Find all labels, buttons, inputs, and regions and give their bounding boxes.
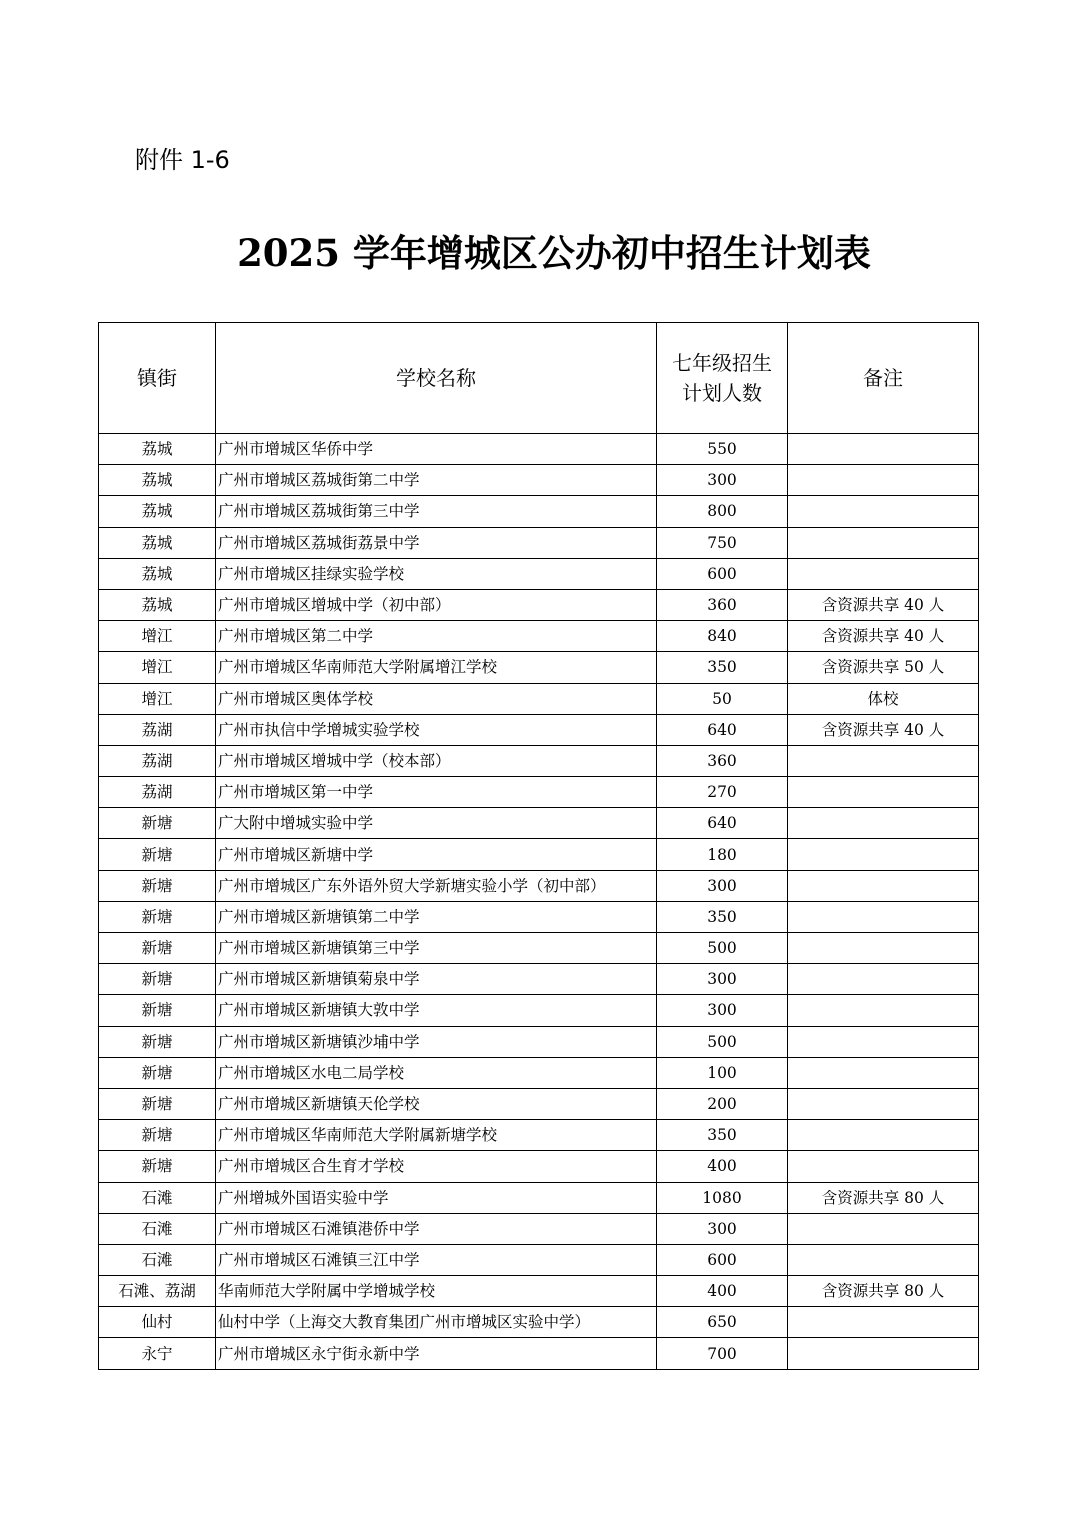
- cell-school: 广州市增城区新塘中学: [216, 839, 657, 870]
- cell-town: 石滩: [99, 1182, 216, 1213]
- cell-count: 840: [657, 621, 788, 652]
- cell-school: 广州市增城区新塘镇沙埔中学: [216, 1026, 657, 1057]
- table-row: [99, 558, 979, 589]
- cell-town: 石滩: [99, 1244, 216, 1275]
- cell-note: [788, 839, 979, 870]
- cell-school: 广州市增城区荔城街荔景中学: [216, 527, 657, 558]
- cell-count: 100: [657, 1057, 788, 1088]
- cell-school: 广州市增城区合生育才学校: [216, 1151, 657, 1182]
- cell-town: 新塘: [99, 1088, 216, 1119]
- cell-count: 300: [657, 465, 788, 496]
- cell-school: 广州市增城区第一中学: [216, 777, 657, 808]
- table-row: [99, 808, 979, 839]
- cell-note: 含资源共享 40 人: [788, 589, 979, 620]
- table-row: [99, 683, 979, 714]
- cell-town: 荔城: [99, 589, 216, 620]
- cell-town: 新塘: [99, 933, 216, 964]
- cell-note: [788, 1307, 979, 1338]
- cell-school: 广州市增城区荔城街第三中学: [216, 496, 657, 527]
- cell-school: 广州市增城区挂绿实验学校: [216, 558, 657, 589]
- cell-town: 新塘: [99, 964, 216, 995]
- cell-count: 300: [657, 995, 788, 1026]
- cell-count: 350: [657, 901, 788, 932]
- cell-count: 200: [657, 1088, 788, 1119]
- cell-town: 永宁: [99, 1338, 216, 1369]
- cell-count: 300: [657, 870, 788, 901]
- cell-school: 仙村中学（上海交大教育集团广州市增城区实验中学）: [216, 1307, 657, 1338]
- enrollment-plan-table: [98, 322, 979, 1370]
- cell-note: [788, 995, 979, 1026]
- cell-town: 仙村: [99, 1307, 216, 1338]
- cell-count: 350: [657, 652, 788, 683]
- cell-school: 广州市增城区华侨中学: [216, 434, 657, 465]
- table-row: [99, 870, 979, 901]
- cell-note: 含资源共享 80 人: [788, 1182, 979, 1213]
- cell-note: 含资源共享 50 人: [788, 652, 979, 683]
- table-row: [99, 621, 979, 652]
- cell-school: 广州市增城区华南师范大学附属新塘学校: [216, 1120, 657, 1151]
- cell-school: 广州市执信中学增城实验学校: [216, 714, 657, 745]
- table-row: [99, 1151, 979, 1182]
- cell-school: 广州市增城区新塘镇天伦学校: [216, 1088, 657, 1119]
- cell-school: 广州市增城区荔城街第二中学: [216, 465, 657, 496]
- table-row: [99, 1026, 979, 1057]
- cell-note: [788, 901, 979, 932]
- cell-count: 700: [657, 1338, 788, 1369]
- cell-count: 400: [657, 1276, 788, 1307]
- cell-note: [788, 1088, 979, 1119]
- cell-town: 石滩、荔湖: [99, 1276, 216, 1307]
- cell-town: 新塘: [99, 808, 216, 839]
- cell-school: 华南师范大学附属中学增城学校: [216, 1276, 657, 1307]
- table-row: [99, 589, 979, 620]
- cell-school: 广州市增城区新塘镇第三中学: [216, 933, 657, 964]
- cell-town: 新塘: [99, 1057, 216, 1088]
- table-row: [99, 1244, 979, 1275]
- cell-note: [788, 1213, 979, 1244]
- cell-town: 荔城: [99, 465, 216, 496]
- cell-count: 640: [657, 714, 788, 745]
- table-row: [99, 1120, 979, 1151]
- table-row: [99, 1276, 979, 1307]
- cell-count: 400: [657, 1151, 788, 1182]
- table-row: [99, 964, 979, 995]
- table-row: [99, 434, 979, 465]
- table-row: [99, 465, 979, 496]
- table-row: [99, 933, 979, 964]
- cell-note: [788, 434, 979, 465]
- cell-town: 新塘: [99, 995, 216, 1026]
- cell-school: 广州增城外国语实验中学: [216, 1182, 657, 1213]
- table-row: [99, 527, 979, 558]
- cell-school: 广州市增城区水电二局学校: [216, 1057, 657, 1088]
- cell-count: 600: [657, 558, 788, 589]
- cell-count: 800: [657, 496, 788, 527]
- cell-note: [788, 870, 979, 901]
- cell-note: [788, 745, 979, 776]
- cell-school: 广大附中增城实验中学: [216, 808, 657, 839]
- cell-town: 新塘: [99, 1026, 216, 1057]
- cell-school: 广州市增城区新塘镇菊泉中学: [216, 964, 657, 995]
- cell-school: 广州市增城区新塘镇第二中学: [216, 901, 657, 932]
- cell-school: 广州市增城区永宁街永新中学: [216, 1338, 657, 1369]
- cell-school: 广州市增城区新塘镇大敦中学: [216, 995, 657, 1026]
- cell-note: 体校: [788, 683, 979, 714]
- cell-note: [788, 1120, 979, 1151]
- cell-note: [788, 933, 979, 964]
- cell-town: 新塘: [99, 839, 216, 870]
- cell-count: 350: [657, 1120, 788, 1151]
- table-row: [99, 652, 979, 683]
- cell-town: 荔城: [99, 527, 216, 558]
- header-school: 学校名称: [216, 323, 657, 434]
- table-row: [99, 1182, 979, 1213]
- attachment-label: 附件 1-6: [135, 146, 230, 174]
- table-row: [99, 1088, 979, 1119]
- cell-town: 荔湖: [99, 714, 216, 745]
- cell-town: 荔湖: [99, 777, 216, 808]
- cell-school: 广州市增城区广东外语外贸大学新塘实验小学（初中部）: [216, 870, 657, 901]
- cell-note: [788, 1026, 979, 1057]
- cell-school: 广州市增城区石滩镇港侨中学: [216, 1213, 657, 1244]
- page-title: 2025 学年增城区公办初中招生计划表: [237, 231, 871, 275]
- cell-count: 360: [657, 589, 788, 620]
- cell-count: 500: [657, 933, 788, 964]
- cell-note: 含资源共享 40 人: [788, 714, 979, 745]
- table-row: [99, 496, 979, 527]
- cell-note: [788, 496, 979, 527]
- cell-note: [788, 777, 979, 808]
- cell-town: 新塘: [99, 870, 216, 901]
- cell-school: 广州市增城区第二中学: [216, 621, 657, 652]
- cell-town: 荔城: [99, 496, 216, 527]
- cell-note: [788, 1244, 979, 1275]
- cell-note: [788, 527, 979, 558]
- cell-town: 新塘: [99, 901, 216, 932]
- cell-town: 增江: [99, 621, 216, 652]
- table-row: [99, 1338, 979, 1369]
- table-row: [99, 995, 979, 1026]
- cell-count: 360: [657, 745, 788, 776]
- header-note: 备注: [788, 323, 979, 434]
- cell-count: 270: [657, 777, 788, 808]
- table-row: [99, 1057, 979, 1088]
- cell-count: 750: [657, 527, 788, 558]
- table-row: [99, 1213, 979, 1244]
- table-row: [99, 1307, 979, 1338]
- cell-note: 含资源共享 80 人: [788, 1276, 979, 1307]
- cell-school: 广州市增城区增城中学（初中部）: [216, 589, 657, 620]
- table-row: [99, 901, 979, 932]
- cell-note: [788, 558, 979, 589]
- table-row: [99, 745, 979, 776]
- cell-count: 640: [657, 808, 788, 839]
- cell-count: 300: [657, 1213, 788, 1244]
- header-count: [657, 323, 788, 434]
- cell-town: 新塘: [99, 1151, 216, 1182]
- cell-town: 增江: [99, 683, 216, 714]
- cell-count: 50: [657, 683, 788, 714]
- cell-note: [788, 465, 979, 496]
- cell-count: 300: [657, 964, 788, 995]
- cell-count: 550: [657, 434, 788, 465]
- cell-town: 新塘: [99, 1120, 216, 1151]
- cell-count: 500: [657, 1026, 788, 1057]
- cell-note: [788, 964, 979, 995]
- cell-count: 650: [657, 1307, 788, 1338]
- cell-count: 1080: [657, 1182, 788, 1213]
- cell-town: 增江: [99, 652, 216, 683]
- table-row: [99, 714, 979, 745]
- cell-town: 荔城: [99, 558, 216, 589]
- table-row: [99, 839, 979, 870]
- header-count-line2: 计划人数: [682, 381, 762, 405]
- header-town: 镇街: [99, 323, 216, 434]
- header-count-line1: 七年级招生: [672, 351, 772, 375]
- table-header-row: [99, 323, 979, 434]
- cell-town: 荔城: [99, 434, 216, 465]
- cell-town: 荔湖: [99, 745, 216, 776]
- cell-count: 600: [657, 1244, 788, 1275]
- cell-school: 广州市增城区增城中学（校本部）: [216, 745, 657, 776]
- cell-count: 180: [657, 839, 788, 870]
- table-body: [99, 434, 979, 1370]
- table-row: [99, 777, 979, 808]
- cell-note: [788, 1057, 979, 1088]
- cell-town: 石滩: [99, 1213, 216, 1244]
- cell-note: [788, 1338, 979, 1369]
- cell-school: 广州市增城区石滩镇三江中学: [216, 1244, 657, 1275]
- cell-school: 广州市增城区华南师范大学附属增江学校: [216, 652, 657, 683]
- cell-note: [788, 1151, 979, 1182]
- cell-school: 广州市增城区奥体学校: [216, 683, 657, 714]
- cell-note: 含资源共享 40 人: [788, 621, 979, 652]
- cell-note: [788, 808, 979, 839]
